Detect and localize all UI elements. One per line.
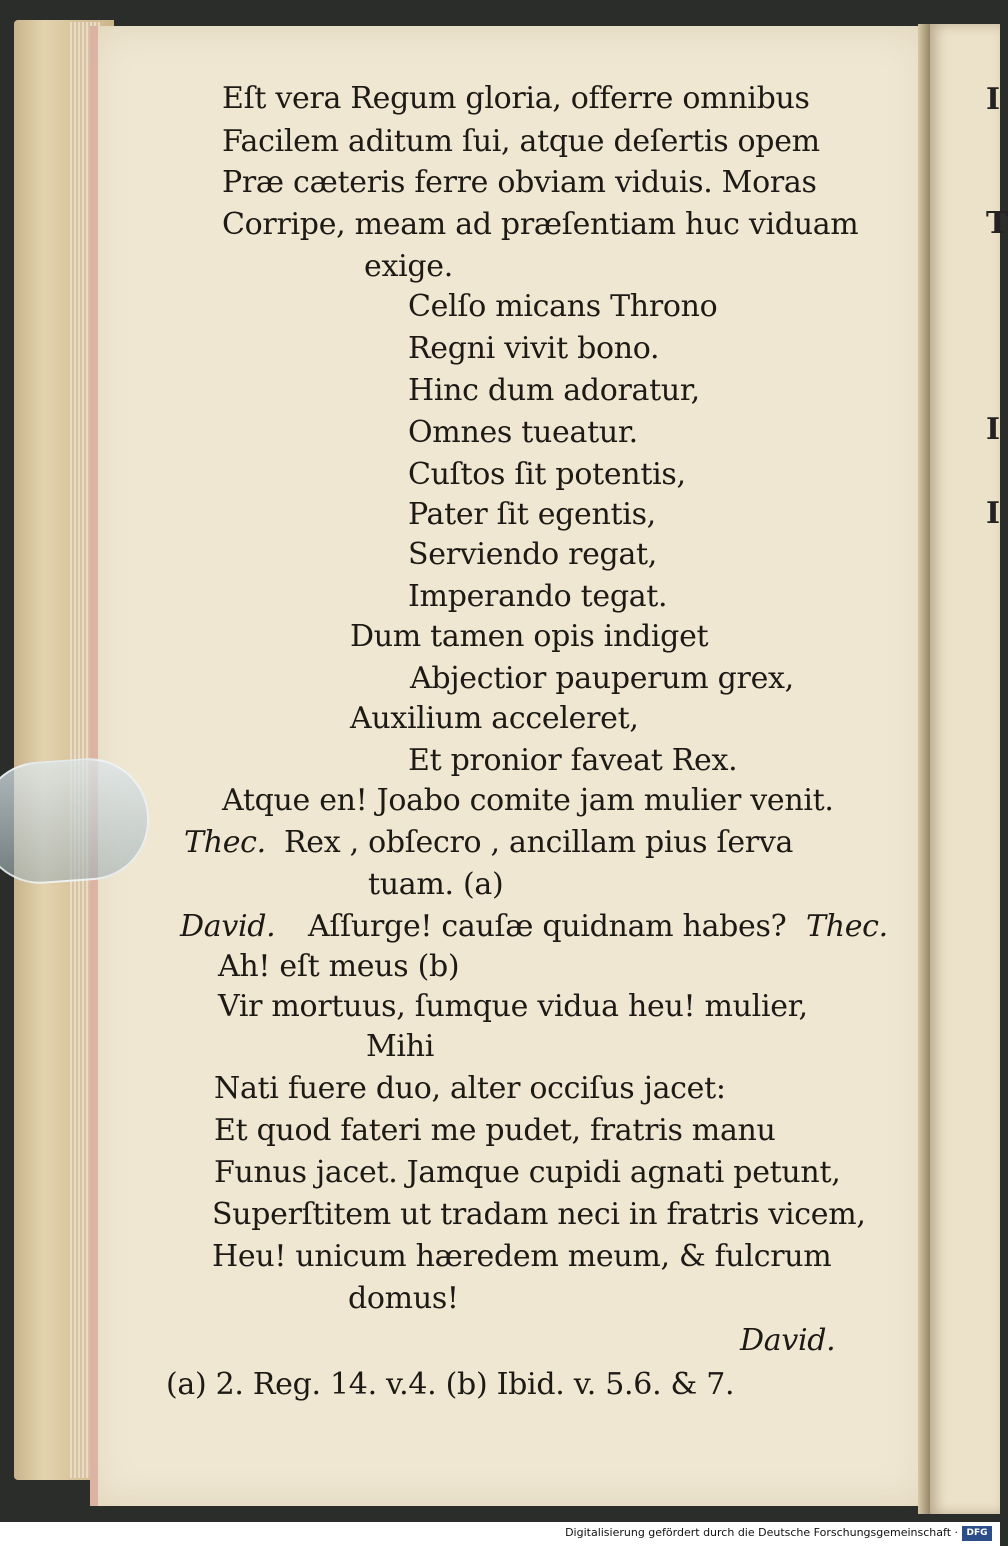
text-line: tuam. (a) [368, 867, 504, 902]
footer-credit-text: Digitalisierung gefördert durch die Deutsche Forschungsgemeinschaft · [565, 1526, 958, 1539]
text-line: Corripe, meam ad præſentiam huc viduam [222, 207, 859, 242]
catchword: David. [740, 1323, 836, 1358]
text-line: Regni vivit bono. [408, 331, 660, 366]
text-line: Ah! eſt meus (b) [218, 949, 460, 984]
text-line: Superſtitem ut tradam neci in fratris vicem, [212, 1197, 866, 1232]
text-line: Omnes tueatur. [408, 415, 638, 450]
speaker-thec: Thec. [806, 909, 888, 944]
facing-page-glyph: I [986, 412, 1001, 447]
dfg-logo-icon: DFG [962, 1526, 992, 1541]
text-line: Hinc dum adoratur, [408, 373, 700, 408]
text-line: Auxilium acceleret, [350, 701, 639, 736]
footnotes: (a) 2. Reg. 14. v.4. (b) Ibid. v. 5.6. & 7. [166, 1367, 735, 1402]
text-line: Rex , obſecro , ancillam pius ſerva [284, 825, 794, 860]
speaker-david: David. [180, 909, 276, 944]
text-line: Atque en! Joabo comite jam mulier venit. [222, 783, 834, 818]
text-line: Præ cæteris ferre obviam viduis. Moras [222, 165, 817, 200]
text-line: exige. [364, 249, 453, 284]
text-line: Aſſurge! cauſæ quidnam habes? [308, 909, 787, 944]
text-line: Mihi [366, 1029, 435, 1064]
text-line: Imperando tegat. [408, 579, 668, 614]
text-line: Celſo micans Throno [408, 289, 718, 324]
text-line: Eſt vera Regum gloria, offerre omnibus [222, 81, 810, 116]
text-line: Cuſtos ſit potentis, [408, 457, 686, 492]
text-line: Et pronior faveat Rex. [408, 743, 738, 778]
text-line: Heu! unicum hæredem meum, & fulcrum [212, 1239, 832, 1274]
facing-page-glyph: I [986, 82, 1001, 117]
footer-credit-bar [0, 1522, 1000, 1546]
text-line: domus! [348, 1281, 459, 1316]
facing-page-glyph: I [986, 496, 1001, 531]
text-line: Funus jacet. Jamque cupidi agnati petunt, [214, 1155, 841, 1190]
text-line: Vir mortuus, ſumque vidua heu! mulier, [218, 989, 808, 1024]
text-line: Et quod fateri me pudet, fratris manu [214, 1113, 776, 1148]
facing-page-glyph: T [986, 206, 1008, 241]
text-line: Nati fuere duo, alter occiſus jacet: [214, 1071, 726, 1106]
text-line: Facilem aditum ſui, atque deſertis opem [222, 124, 820, 159]
text-line: Abjectior pauperum grex, [410, 661, 794, 696]
text-line: Dum tamen opis indiget [350, 619, 709, 654]
text-line: Pater ſit egentis, [408, 497, 656, 532]
facing-page [930, 24, 1000, 1514]
speaker-thec: Thec. [184, 825, 266, 860]
text-line: Serviendo regat, [408, 537, 658, 572]
